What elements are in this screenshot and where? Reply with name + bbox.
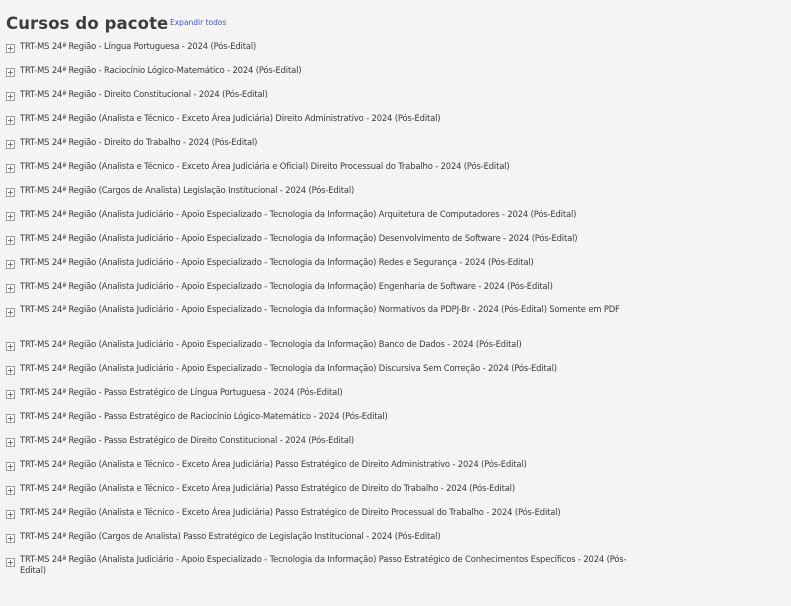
- course-label: TRT-MS 24ª Região (Analista Judiciário - Apoio Especializado - Tecnologia da Informação) Arquitetura de Computadores - 2024 (Pós-Edital): [20, 209, 577, 219]
- course-label: TRT-MS 24ª Região (Analista Judiciário - Apoio Especializado - Tecnologia da Informação) Desenvolvimento de Software - 2024 (Pós-Edital): [20, 233, 578, 243]
- course-label: TRT-MS 24ª Região (Analista e Técnico - Exceto Área Judiciária) Direito Administrativo - 2024 (Pós-Edital): [20, 113, 441, 123]
- course-item[interactable]: [6, 459, 636, 483]
- course-label: TRT-MS 24ª Região (Analista e Técnico - Exceto Área Judiciária e Oficial) Direito Processual do Trabalho - 2024 (Pós-Edital): [20, 161, 510, 171]
- course-label: TRT-MS 24ª Região (Cargos de Analista) Passo Estratégico de Legislação Institucional - 2024 (Pós-Edital): [20, 531, 441, 541]
- course-item[interactable]: [6, 113, 636, 137]
- page-title: Cursos do pacote: [6, 13, 169, 33]
- plus-square-icon[interactable]: [6, 188, 15, 197]
- course-item[interactable]: [6, 257, 636, 281]
- course-label: TRT-MS 24ª Região - Língua Portuguesa - 2024 (Pós-Edital): [20, 41, 257, 51]
- plus-square-icon[interactable]: [6, 236, 15, 245]
- course-item[interactable]: [6, 233, 636, 257]
- course-item[interactable]: [6, 161, 636, 185]
- course-label: TRT-MS 24ª Região - Raciocínio Lógico-Matemático - 2024 (Pós-Edital): [20, 65, 302, 75]
- course-label: TRT-MS 24ª Região - Passo Estratégico de Direito Constitucional - 2024 (Pós-Edital): [20, 435, 355, 445]
- course-label: TRT-MS 24ª Região (Analista Judiciário - Apoio Especializado - Tecnologia da Informação) Engenharia de Software - 2024 (Pós-Edital): [20, 281, 553, 291]
- plus-square-icon[interactable]: [6, 438, 15, 447]
- plus-square-icon[interactable]: [6, 414, 15, 423]
- course-item[interactable]: [6, 137, 636, 161]
- plus-square-icon[interactable]: [6, 284, 15, 293]
- course-item[interactable]: [6, 507, 636, 531]
- course-list: [6, 41, 636, 589]
- course-label: TRT-MS 24ª Região (Analista Judiciário - Apoio Especializado - Tecnologia da Informação) Discursiva Sem Correção - 2024 (Pós-Edital): [20, 363, 557, 373]
- plus-square-icon[interactable]: [6, 140, 15, 149]
- course-item[interactable]: [6, 209, 636, 233]
- course-item[interactable]: [6, 89, 636, 113]
- course-label: TRT-MS 24ª Região (Analista Judiciário - Apoio Especializado - Tecnologia da Informação) Normativos da PDPJ-Br - 2024 (Pós-Edital) Somente em PDF: [20, 304, 620, 314]
- plus-square-icon[interactable]: [6, 534, 15, 543]
- plus-square-icon[interactable]: [6, 486, 15, 495]
- plus-square-icon[interactable]: [6, 462, 15, 471]
- plus-square-icon[interactable]: [6, 212, 15, 221]
- plus-square-icon[interactable]: [6, 390, 15, 399]
- course-label: TRT-MS 24ª Região - Direito Constitucional - 2024 (Pós-Edital): [20, 89, 268, 99]
- expand-all-link[interactable]: Expandir todos: [170, 18, 227, 27]
- plus-square-icon[interactable]: [6, 558, 15, 567]
- course-label: TRT-MS 24ª Região - Passo Estratégico de Raciocínio Lógico-Matemático - 2024 (Pós-Edital): [20, 411, 388, 421]
- plus-square-icon[interactable]: [6, 308, 15, 317]
- course-item[interactable]: [6, 483, 636, 507]
- plus-square-icon[interactable]: [6, 44, 15, 53]
- course-item[interactable]: [6, 531, 636, 555]
- course-label: TRT-MS 24ª Região (Analista e Técnico - Exceto Área Judiciária) Passo Estratégico de Direito do Trabalho - 2024 (Pós-Edital): [20, 483, 515, 493]
- course-item[interactable]: [6, 339, 636, 363]
- course-item[interactable]: [6, 555, 636, 589]
- course-item[interactable]: [6, 363, 636, 387]
- course-label: TRT-MS 24ª Região (Analista e Técnico - Exceto Área Judiciária) Passo Estratégico de Direito Administrativo - 2024 (Pós-Edital): [20, 459, 527, 469]
- plus-square-icon[interactable]: [6, 342, 15, 351]
- course-item[interactable]: [6, 65, 636, 89]
- course-label: TRT-MS 24ª Região - Passo Estratégico de Língua Portuguesa - 2024 (Pós-Edital): [20, 387, 343, 397]
- plus-square-icon[interactable]: [6, 164, 15, 173]
- course-item[interactable]: [6, 305, 636, 339]
- course-item[interactable]: [6, 435, 636, 459]
- section-header: [6, 10, 168, 36]
- course-item[interactable]: [6, 185, 636, 209]
- course-label: TRT-MS 24ª Região (Analista Judiciário - Apoio Especializado - Tecnologia da Informação) Passo Estratégico de Conhecimentos Específicos - 2024 (Pós-Edital): [20, 554, 627, 575]
- course-item[interactable]: [6, 281, 636, 305]
- course-item[interactable]: [6, 387, 636, 411]
- course-label: TRT-MS 24ª Região - Direito do Trabalho - 2024 (Pós-Edital): [20, 137, 258, 147]
- course-label: TRT-MS 24ª Região (Analista e Técnico - Exceto Área Judiciária) Passo Estratégico de Direito Processual do Trabalho - 2024 (Pós-Edital): [20, 507, 561, 517]
- plus-square-icon[interactable]: [6, 366, 15, 375]
- plus-square-icon[interactable]: [6, 260, 15, 269]
- plus-square-icon[interactable]: [6, 116, 15, 125]
- course-label: TRT-MS 24ª Região (Analista Judiciário - Apoio Especializado - Tecnologia da Informação) Banco de Dados - 2024 (Pós-Edital): [20, 339, 522, 349]
- course-label: TRT-MS 24ª Região (Cargos de Analista) Legislação Institucional - 2024 (Pós-Edital): [20, 185, 355, 195]
- plus-square-icon[interactable]: [6, 68, 15, 77]
- course-item[interactable]: [6, 411, 636, 435]
- plus-square-icon[interactable]: [6, 510, 15, 519]
- course-label: TRT-MS 24ª Região (Analista Judiciário - Apoio Especializado - Tecnologia da Informação) Redes e Segurança - 2024 (Pós-Edital): [20, 257, 534, 267]
- plus-square-icon[interactable]: [6, 92, 15, 101]
- course-item[interactable]: [6, 41, 636, 65]
